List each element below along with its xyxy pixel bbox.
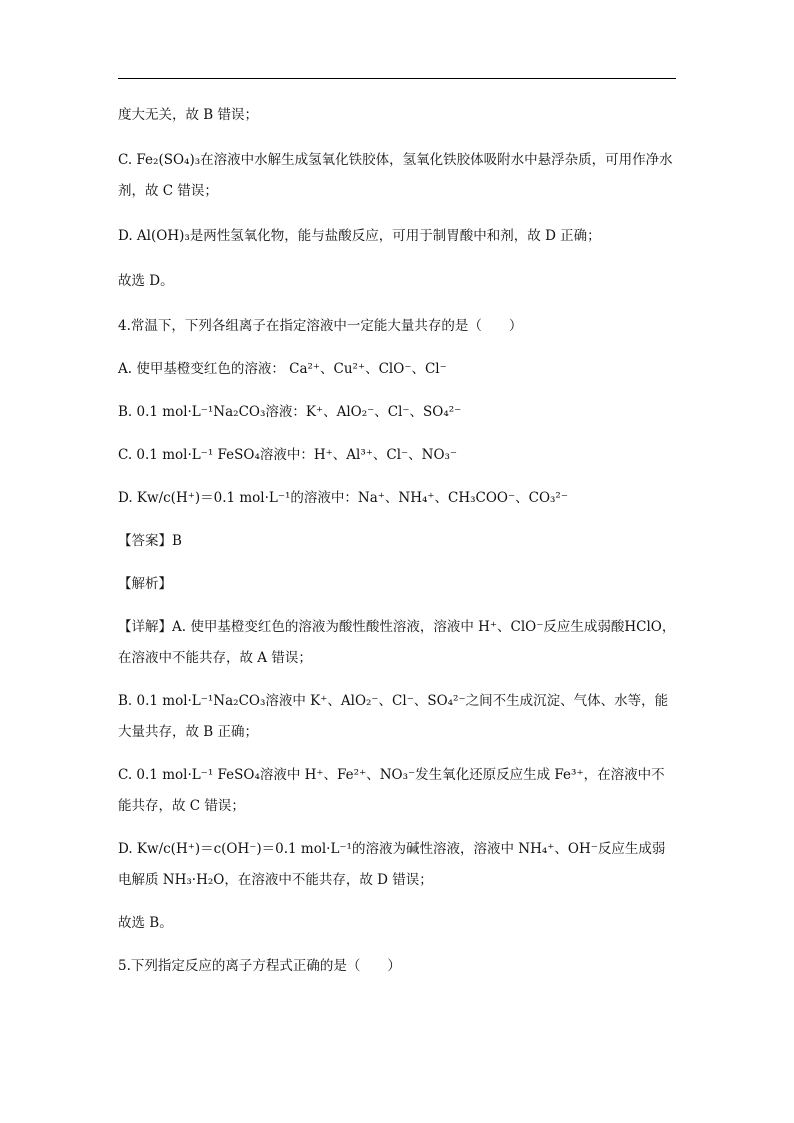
choice-b: 故选 B。 — [118, 915, 173, 931]
paragraph-option-c: C. Fe₂(SO₄)₃在溶液中水解生成氢氧化铁胶体，氢氧化铁胶体吸附水中悬浮杂质，可用作净水剂，故 C 错误； — [118, 152, 673, 199]
question-4-option-b: B. 0.1 mol·L⁻¹Na₂CO₃溶液：K⁺、AlO₂⁻、Cl⁻、SO₄²⁻ — [118, 404, 462, 420]
paragraph-choice-d: 故选 D。 — [118, 273, 174, 289]
answer-label: 【答案】B — [118, 533, 182, 549]
question-5-stem: 5.下列指定反应的离子方程式正确的是（ ） — [118, 958, 401, 974]
paragraph-b-conclusion: 度大无关，故 B 错误； — [118, 107, 259, 123]
question-4-option-d: D. Kw/c(H⁺)＝0.1 mol·L⁻¹的溶液中：Na⁺、NH₄⁺、CH₃COO⁻、CO₃²⁻ — [118, 490, 568, 506]
header-rule — [118, 78, 676, 79]
question-4-stem: 4.常温下，下列各组离子在指定溶液中一定能大量共存的是（ ） — [118, 318, 523, 334]
analysis-label: 【解析】 — [118, 576, 172, 592]
question-4-option-a: A. 使甲基橙变红色的溶液： Ca²⁺、Cu²⁺、ClO⁻、Cl⁻ — [118, 361, 447, 377]
detail-option-d: D. Kw/c(H⁺)＝c(OH⁻)＝0.1 mol·L⁻¹的溶液为碱性溶液，溶液中 NH₄⁺、OH⁻反应生成弱电解质 NH₃·H₂O，在溶液中不能共存，故 D 错误； — [118, 841, 666, 888]
detail-option-b: B. 0.1 mol·L⁻¹Na₂CO₃溶液中 K⁺、AlO₂⁻、Cl⁻、SO₄²⁻之间不生成沉淀、气体、水等，能大量共存，故 B 正确； — [118, 693, 669, 740]
question-4-option-c: C. 0.1 mol·L⁻¹ FeSO₄溶液中：H⁺、Al³⁺、Cl⁻、NO₃⁻ — [118, 447, 458, 463]
detail-option-c: C. 0.1 mol·L⁻¹ FeSO₄溶液中 H⁺、Fe²⁺、NO₃⁻发生氧化还原反应生成 Fe³⁺，在溶液中不能共存，故 C 错误； — [118, 767, 665, 814]
paragraph-option-d: D. Al(OH)₃是两性氢氧化物，能与盐酸反应，可用于制胃酸中和剂，故 D 正确； — [118, 228, 601, 244]
document-body — [118, 100, 678, 982]
detail-option-a: 【详解】A. 使甲基橙变红色的溶液为酸性酸性溶液，溶液中 H⁺、ClO⁻反应生成弱酸HClO，在溶液中不能共存，故 A 错误； — [118, 619, 676, 666]
